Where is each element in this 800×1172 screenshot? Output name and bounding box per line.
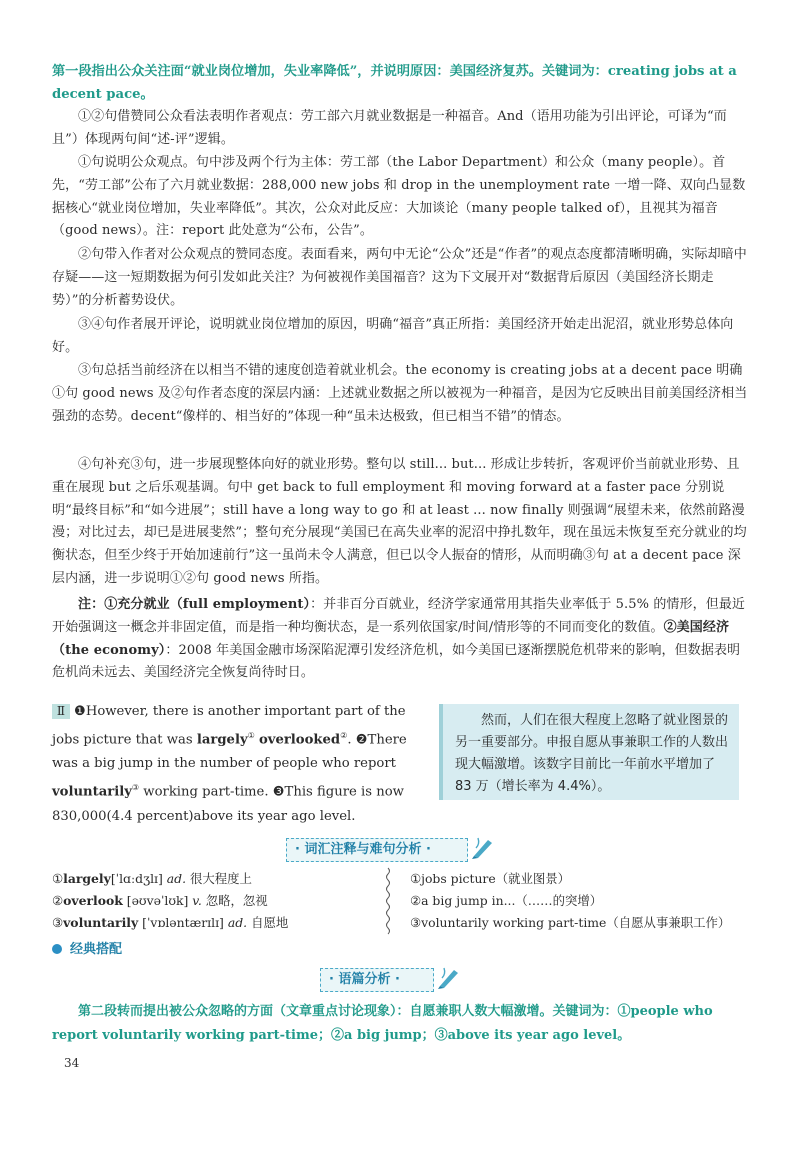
vocab-item: ②overlook [əʊvəˈlʊk] v. 忽略，忽视 xyxy=(52,893,268,908)
analysis-para-2: ①句说明公众观点。句中涉及两个行为主体：劳工部（the Labor Department）和公众（many people）。首先，“劳工部”公布了六月就业数据：288,000 new jobs 和 drop in the unemployment rate 一增一降、双向凸显数据核心“就业岗位增加，失业率降低”。其次，公众对此反应：大加谈论（many people talked of），且视其为福音（good news）。注：report 此处意为“公布，公告”。 xyxy=(52,155,746,239)
analysis-heading: · 语篇分析 · xyxy=(320,968,434,992)
vocab-item: ③voluntarily [ˈvɒləntærɪlɪ] ad. 自愿地 xyxy=(52,915,289,930)
summary-text: 第一段指出公众关注面“就业岗位增加，失业率降低”，并说明原因：美国经济复苏。关键词为： xyxy=(52,64,608,79)
phrase-item: ③voluntarily working part-time（自愿从事兼职工作） xyxy=(410,915,731,930)
word-overlooked: overlooked xyxy=(259,732,341,748)
word-largely: largely xyxy=(196,732,248,748)
phrase-item: ②a big jump in...（……的突增） xyxy=(410,893,603,908)
vocab-item: ①largely[ˈlɑːdʒlɪ] ad. 很大程度上 xyxy=(52,871,252,886)
note-term-1: ①充分就业（full employment） xyxy=(104,597,311,612)
sup-1: ① xyxy=(247,731,255,740)
summary-keyword: creating jobs at a decent pace xyxy=(52,64,737,102)
phrase-item: ①jobs picture（就业图景） xyxy=(410,871,571,886)
english-passage xyxy=(52,700,428,829)
analysis-para-6: ④句补充③句，进一步展现整体向好的就业形势。整句以 still... but... 形成让步转折，客观评价当前就业形势、且重在展现 but 之后乐观基调。句中 get back to full employment 和 moving forward at a faster pace 分别说明“最终目标”和“如今进展”；still have a long way to go 和 at least ... now finally 则强调“展望未来，依然前路漫漫；对比过去，却已是进展斐然”；整句充分展现“美国已在高失业率的泥沼中挣扎数年，现在虽远未恢复至充分就业的均衡状态，但至少终于开始加速前行”这一虽尚未令人满意，但已以令人振奋的情形，从而明确③句 at a decent pace 深层内涵，进一步说明①②句 good news 所指。 xyxy=(52,457,747,586)
note-term-2: ②美国经济（the economy） xyxy=(52,619,730,658)
paragraph-summary-1 xyxy=(52,60,752,106)
note-text-1: ：并非百分百就业，经济学家通常用其指失业率低于 5.5% 的情形，但最近开始强调这一概念并非固定值，而是指一种均衡状态，是一系列依国家/时间/情形等的不同而变化的数值。 xyxy=(52,597,746,635)
word-voluntarily: voluntarily xyxy=(52,784,132,800)
pen-icon xyxy=(436,964,462,990)
pen-icon xyxy=(470,834,496,860)
sentence-3: working part-time. ❸This figure is now 830,000(4.4 percent)above its year ago level. xyxy=(52,784,404,824)
discourse-analysis-text: 第二段转而提出被公众忽略的方面（文章重点讨论现象）：自愿兼职人数大幅激增。关键词为：①people who report voluntarily working part-time；②a big jump；③above its year ago level。 xyxy=(52,1004,713,1043)
summary-end: 。 xyxy=(140,87,154,102)
analysis-para-1: ①②句借赞同公众看法表明作者观点：劳工部六月就业数据是一种福音。And（语用功能为引出评论，可译为“而且”）体现两句间“述-评”逻辑。 xyxy=(52,109,727,147)
note-label: 注： xyxy=(78,597,105,612)
sup-3: ③ xyxy=(131,783,140,793)
sup-2: ② xyxy=(340,731,348,740)
analysis-para-3: ②句带入作者对公众观点的赞同态度。表面看来，两句中无论“公众”还是“作者”的观点态度都清晰明确，实际却暗中存疑——这一短期数据为何引发如此关注？为何被视作美国福音？这为下文展开对“数据背后原因（美国经济长期走势）”的分析蓄势设伏。 xyxy=(52,247,747,308)
vocab-heading: · 词汇注释与难句分析 · xyxy=(286,838,468,862)
note-text-2: ：2008 年美国金融市场深陷泥潭引发经济危机，如今美国已逐渐摆脱危机带来的影响，但数据表明危机尚未远去、美国经济完全恢复尚待时日。 xyxy=(52,642,741,681)
chain-divider-icon xyxy=(384,866,392,936)
translation-box: 然而，人们在很大程度上忽略了就业图景的另一重要部分。申报自愿从事兼职工作的人数出现大幅激增。该数字目前比一年前水平增加了 83 万（增长率为 4.4%）。 xyxy=(439,704,739,800)
sentence-2: . ❷There was a big jump in the number of people who report xyxy=(52,732,407,772)
sentence-1: ❶However, there is another important part of the jobs picture that was xyxy=(52,704,406,748)
analysis-para-4: ③④句作者展开评论，说明就业岗位增加的原因，明确“福音”真正所指：美国经济开始走出泥沼，就业形势总体向好。 xyxy=(52,317,734,355)
vocab-list xyxy=(52,868,382,934)
bullet-dot-icon xyxy=(52,944,62,954)
analysis-para-5: ③句总括当前经济在以相当不错的速度创造着就业机会。the economy is creating jobs at a decent pace 明确①句 good news 及②句作者态度的深层内涵：上述就业数据之所以被视为一种福音，是因为它反映出目前美国经济相当强劲的态势。decent“像样的、相当好的”体现一种“虽未达极致，但已相当不错”的情态。 xyxy=(52,363,748,424)
section-marker: Ⅱ xyxy=(52,704,70,719)
phrase-list xyxy=(410,868,750,934)
note-paragraph xyxy=(52,594,752,685)
page-number: 34 xyxy=(64,1056,80,1070)
classic-collocation-heading: 经典搭配 xyxy=(52,938,122,957)
